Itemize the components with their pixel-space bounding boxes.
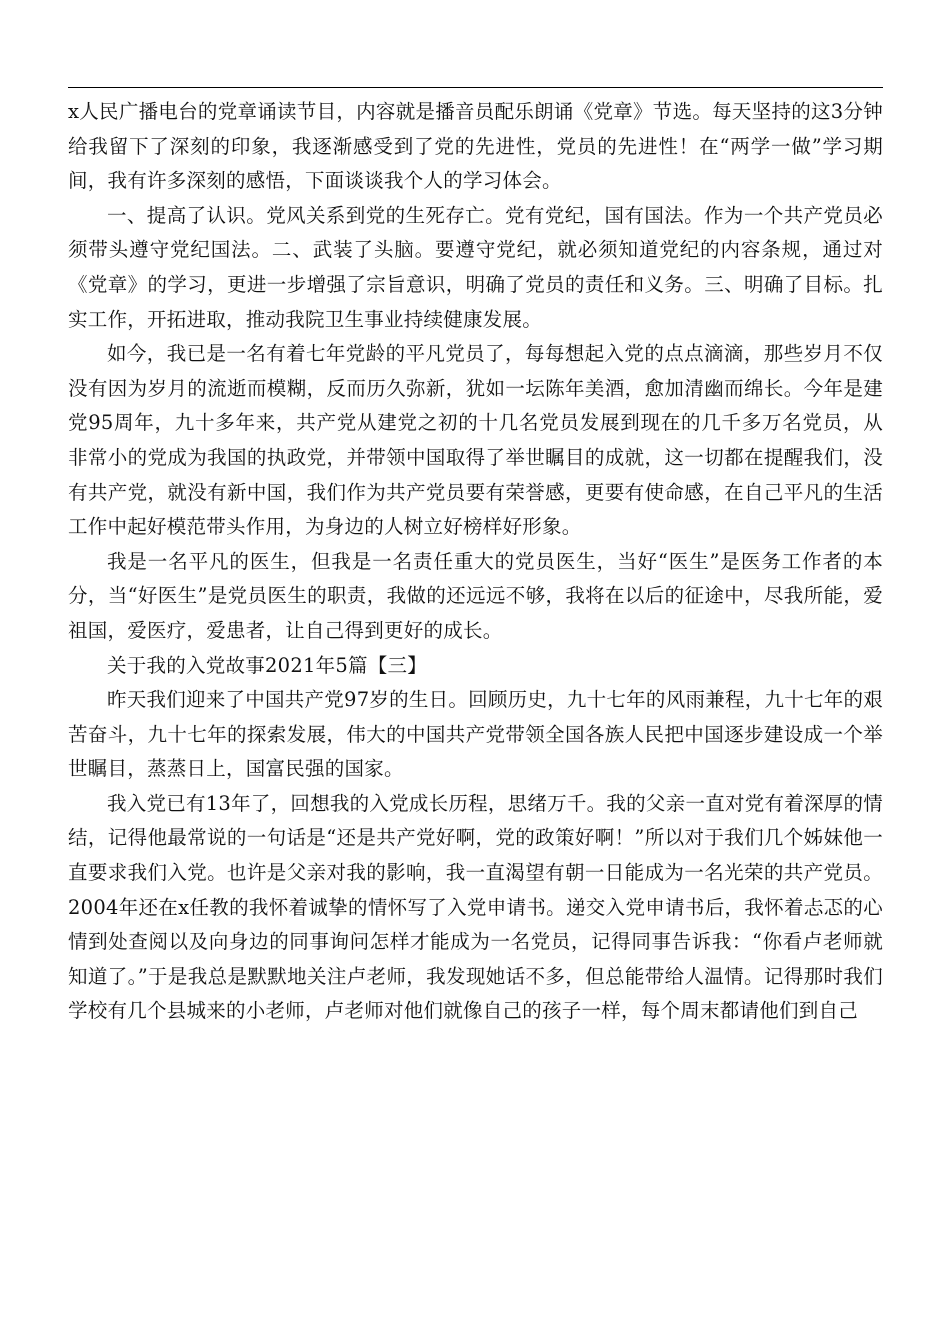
paragraph: 如今，我已是一名有着七年党龄的平凡党员了，每每想起入党的点点滴滴，那些岁月不仅没有因为岁月的流逝而模糊，反而历久弥新，犹如一坛陈年美酒，愈加清幽而绵长。今年是建党95周年，九十多年来，共产党从建党之初的十几名党员发展到现在的几千多万名党员，从非常小的党成为我国的执政党，并带领中国取得了举世瞩目的成就，这一切都在提醒我们，没有共产党，就没有新中国，我们作为共产党员要有荣誉感，更要有使命感，在自己平凡的生活工作中起好模范带头作用，为身边的人树立好榜样好形象。	[68, 342, 883, 539]
header-rule	[68, 87, 883, 88]
paragraph: 我是一名平凡的医生，但我是一名责任重大的党员医生，当好“医生”是医务工作者的本分，当“好医生”是党员医生的职责，我做的还远远不够，我将在以后的征途中，尽我所能，爱祖国，爱医疗，爱患者，让自己得到更好的成长。	[68, 549, 883, 642]
section-heading: 关于我的入党故事2021年5篇【三】	[107, 653, 428, 677]
paragraph-continued: x人民广播电台的党章诵读节目，内容就是播音员配乐朗诵《党章》节选。每天坚持的这3分钟给我留下了深刻的印象，我逐渐感受到了党的先进性，党员的先进性！在“两学一做”学习期间，我有许多深刻的感悟，下面谈谈我个人的学习体会。	[68, 100, 883, 193]
paragraph: 昨天我们迎来了中国共产党97岁的生日。回顾历史，九十七年的风雨兼程，九十七年的艰苦奋斗，九十七年的探索发展，伟大的中国共产党带领全国各族人民把中国逐步建设成一个举世瞩目，蒸蒸日上，国富民强的国家。	[68, 688, 883, 781]
paragraph: 一、提高了认识。党风关系到党的生死存亡。党有党纪，国有国法。作为一个共产党员必须带头遵守党纪国法。二、武装了头脑。要遵守党纪，就必须知道党纪的内容条规，通过对《党章》的学习，更进一步增强了宗旨意识，明确了党员的责任和义务。三、明确了目标。扎实工作，开拓进取，推动我院卫生事业持续健康发展。	[68, 203, 883, 331]
document-body	[68, 95, 883, 1029]
paragraph: 我入党已有13年了，回想我的入党成长历程，思绪万千。我的父亲一直对党有着深厚的情结，记得他最常说的一句话是“还是共产党好啊，党的政策好啊！”所以对于我们几个姊妹他一直要求我们入党。也许是父亲对我的影响，我一直渴望有朝一日能成为一名光荣的共产党员。2004年还在x任教的我怀着诚挚的情怀写了入党申请书。递交入党申请书后，我怀着忐忑的心情到处查阅以及向身边的同事询问怎样才能成为一名党员，记得同事告诉我：“你看卢老师就知道了。”于是我总是默默地关注卢老师，我发现她话不多，但总能带给人温情。记得那时我们学校有几个县城来的小老师，卢老师对他们就像自己的孩子一样，每个周末都请他们到自己	[68, 791, 883, 1023]
